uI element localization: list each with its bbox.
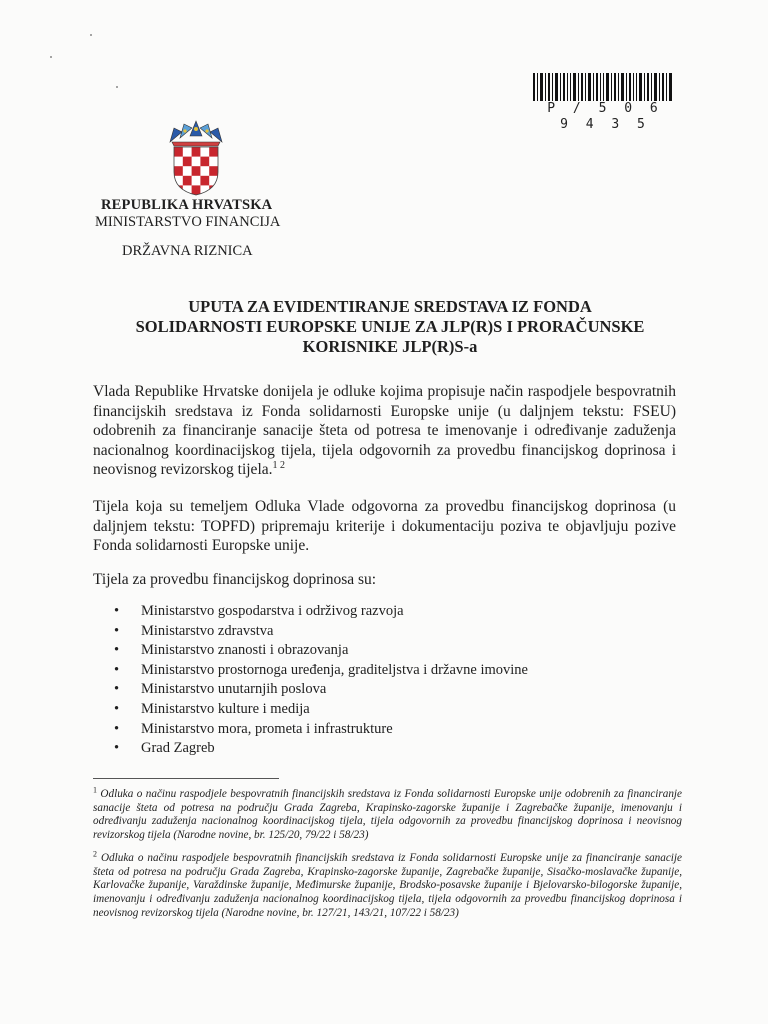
list-item-text: Ministarstvo zdravstva xyxy=(141,622,274,639)
footnote-1 xyxy=(93,785,683,843)
bullet-icon: • xyxy=(114,642,120,659)
list-item xyxy=(114,641,528,661)
footnote-refs: 1 2 xyxy=(272,459,285,471)
footnote-number: 2 xyxy=(93,849,97,859)
footnote-2 xyxy=(93,849,682,921)
footnote-number: 1 xyxy=(93,785,97,795)
footnote-text: Odluka o načinu raspodjele bespovratnih financijskih sredstava iz Fonda solidarnosti Europske unije za financiranje sanacije šteta od potresa na području Grada Zagreba, Krapinsko-zagorske županije, Zagrebačke županije, Sisačko-moslavačke županije, Karlovačke županije, Varaždinske županije, Međimurske županije, Brodsko-posavske županije i Bjelovarsko-bilogorske županije, imenovanju i određivanju zaduženja nacionalnog koordinacijskog tijela, tijela odgovornih za provedbu financijskog doprinosa i neovisnog revizorskog tijela (Narodne novine, br. 127/21, 143/21, 107/22 i 58/23) xyxy=(93,852,682,919)
list-item-text: Ministarstvo unutarnjih poslova xyxy=(141,681,327,698)
list-item xyxy=(114,602,528,622)
topfd-paragraph: Tijela koja su temeljem Odluka Vlade odgovorna za provedbu financijskog doprinosa (u daljnjem tekstu: TOPFD) pripremaju kriterije i dokumentaciju poziva te objavljuju pozive Fonda solidarnosti Europske unije. xyxy=(93,498,676,554)
bullet-icon: • xyxy=(114,700,120,717)
scan-speck xyxy=(116,86,118,88)
title-line: UPUTA ZA EVIDENTIRANJE SREDSTAVA IZ FONDA xyxy=(188,297,592,316)
bullet-icon: • xyxy=(114,720,120,737)
list-item-text: Ministarstvo prostornoga uređenja, graditeljstva i državne imovine xyxy=(141,661,528,678)
treasury-name: DRŽAVNA RIZNICA xyxy=(122,243,253,259)
scan-speck xyxy=(90,34,92,36)
intro-paragraph xyxy=(93,382,676,480)
list-item-text: Grad Zagreb xyxy=(141,740,215,757)
barcode-number: P / 5 0 6 9 4 3 5 xyxy=(533,101,675,133)
coat-of-arms-icon xyxy=(168,120,224,196)
bodies-list xyxy=(114,602,528,759)
footnote-divider xyxy=(93,778,279,779)
list-item xyxy=(114,680,528,700)
issuer-header xyxy=(95,197,355,260)
footnote-text: Odluka o načinu raspodjele bespovratnih financijskih sredstava iz Fonda solidarnosti Europske unije odobrenih za financiranje sanacije šteta od potresa na području Grada Zagreba, Krapinsko-zagorske županije i Zagrebačke županije, imenovanju i određivanju zaduženja nacionalnog koordinacijskog tijela, tijela odgovornih za provedbu financijskog doprinosa i neovisnog revizorskog tijela (Narodne novine, br. 125/20, 79/22 i 58/23) xyxy=(93,788,683,842)
bullet-icon: • xyxy=(114,740,120,757)
title-line: SOLIDARNOSTI EUROPSKE UNIJE ZA JLP(R)S I PRORAČUNSKE xyxy=(135,317,645,336)
list-item xyxy=(114,622,528,642)
bullet-icon: • xyxy=(114,622,120,639)
title-line: KORISNIKE JLP(R)S-a xyxy=(302,337,478,356)
list-item xyxy=(114,739,528,759)
barcode-bars xyxy=(533,73,673,103)
document-title xyxy=(110,297,670,357)
list-item xyxy=(114,700,528,720)
ministry-name: MINISTARSTVO FINANCIJA xyxy=(95,214,281,230)
list-item xyxy=(114,720,528,740)
bullet-icon: • xyxy=(114,681,120,698)
bodies-intro: Tijela za provedbu financijskog doprinosa su: xyxy=(93,571,377,588)
republic-name: REPUBLIKA HRVATSKA xyxy=(101,197,273,213)
intro-paragraph-text: Vlada Republike Hrvatske donijela je odluke kojima propisuje način raspodjele bespovratnih financijskih sredstava iz Fonda solidarnosti Europske unije (u daljnjem tekstu: FSEU) odobrenih za financiranje sanacije šteta od potresa te imenovanje i određivanje zaduženja nacionalnog koordinacijskog tijela, tijela odgovornih za provedbu financijskog doprinosa i neovisnog revizorskog tijela. xyxy=(93,383,676,478)
scan-speck xyxy=(50,56,52,58)
list-item xyxy=(114,661,528,681)
bullet-icon: • xyxy=(114,603,120,619)
list-item-text: Ministarstvo znanosti i obrazovanja xyxy=(141,642,349,659)
list-item-text: Ministarstvo kulture i medija xyxy=(141,700,310,717)
list-item-text: Ministarstvo mora, prometa i infrastrukture xyxy=(141,720,393,737)
bullet-icon: • xyxy=(114,661,120,678)
list-item-text: Ministarstvo gospodarstva i održivog razvoja xyxy=(141,603,404,619)
